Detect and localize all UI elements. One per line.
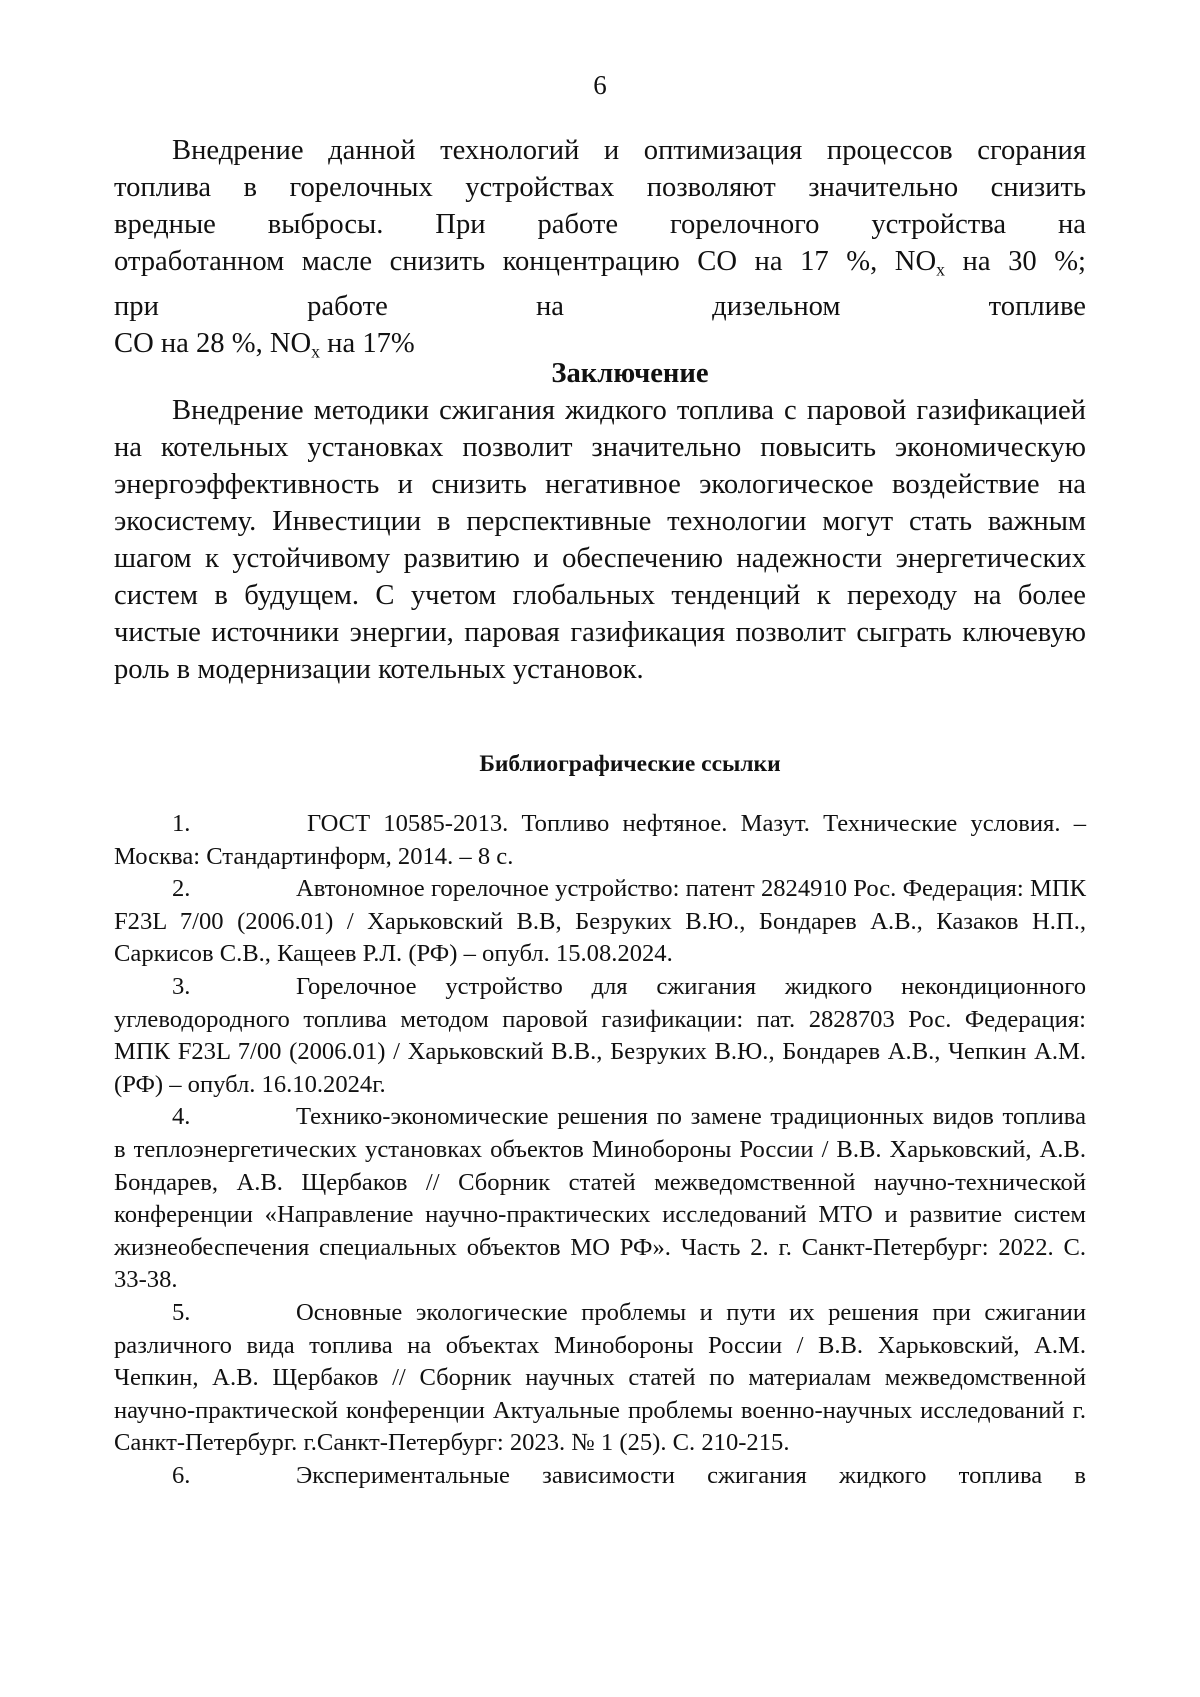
intro-line-6-text-a: CO на 28 %, NO bbox=[114, 328, 312, 360]
intro-line-4-text-a: отработанном масле снизить концентрацию CO на 17 %, NO bbox=[114, 246, 937, 277]
references-heading: Библиографические ссылки bbox=[479, 751, 781, 777]
intro-paragraph bbox=[114, 132, 1086, 371]
reference-item-1: 1. ГОСТ 10585-2013. Топливо нефтяное. Мазут. Технические условия. – Москва: Стандартинформ, 2014. – 8 с. bbox=[114, 810, 1086, 870]
reference-item-5: 5. Основные экологические проблемы и пути их решения при сжигании различного вида топлива на объектах Минобороны России / В.В. Харьковский, А.М. Чепкин, А.В. Щербаков // Сборник научных статей по материалам межведомственной научно-практической конференции Актуальные проблемы военно-научных исследований г. Санкт-Петербург. г.Санкт-Петербург: 2023. № 1 (25). С. 210-215. bbox=[114, 1298, 1086, 1457]
reference-text: Горелочное устройство для сжигания жидкого некондиционного углеводородного топлива методом паровой газификации: пат. 2828703 Рос. Федерация: МПК F23L 7/00 (2006.01) / Харьковский В.В., Безруких В.Ю., Бондарев А.В., Чепкин А.М. (РФ) – опубл. 16.10.2024г. bbox=[114, 972, 1086, 1098]
reference-item-2: 2. Автономное горелочное устройство: патент 2824910 Рос. Федерация: МПК F23L 7/00 (2006.01) / Харьковский В.В, Безруких В.Ю., Бондарев А.В., Казаков Н.П., Саркисов С.В., Кащеев Р.Л. (РФ) – опубл. 15.08.2024. bbox=[114, 875, 1086, 968]
intro-line-4-text-b: на 30 %; bbox=[944, 246, 1086, 277]
conclusion-heading: Заключение bbox=[551, 358, 709, 389]
reference-text: Автономное горелочное устройство: патент 2824910 Рос. Федерация: МПК F23L 7/00 (2006.01) / Харьковский В.В, Безруких В.Ю., Бондарев А.В., Казаков Н.П., Саркисов С.В., Кащеев Р.Л. (РФ) – опубл. 15.08.2024. bbox=[114, 875, 1086, 968]
reference-text: Экспериментальные зависимости сжигания жидкого топлива в bbox=[296, 1461, 1086, 1489]
intro-line-4 bbox=[114, 243, 1086, 288]
reference-text: Основные экологические проблемы и пути их решения при сжигании различного вида топлива на объектах Минобороны России / В.В. Харьковский, А.М. Чепкин, А.В. Щербаков // Сборник научных статей по материалам межведомственной научно-практической конференции Актуальные проблемы военно-научных исследований г. Санкт-Петербург. г.Санкт-Петербург: 2023. № 1 (25). С. 210-215. bbox=[114, 1298, 1086, 1457]
reference-item-3: 3. Горелочное устройство для сжигания жидкого некондиционного углеводородного топлива методом паровой газификации: пат. 2828703 Рос. Федерация: МПК F23L 7/00 (2006.01) / Харьковский В.В., Безруких В.Ю., Бондарев А.В., Чепкин А.М. (РФ) – опубл. 16.10.2024г. bbox=[114, 972, 1086, 1098]
intro-line-6-text-b: на 17% bbox=[320, 328, 415, 360]
intro-line-3: вредные выбросы. При работе горелочного устройства на bbox=[114, 209, 1086, 240]
reference-text: ГОСТ 10585-2013. Топливо нефтяное. Мазут. Технические условия. – Москва: Стандартинформ, 2014. – 8 с. bbox=[114, 810, 1086, 870]
intro-line-2: топлива в горелочных устройствах позволяют значительно снизить bbox=[114, 172, 1086, 203]
intro-line-4-subscript: x bbox=[936, 259, 945, 280]
page-number: 6 bbox=[593, 70, 607, 100]
references-list bbox=[114, 808, 1086, 1492]
intro-line-5: при работе на дизельном топливе bbox=[114, 291, 1086, 323]
conclusion-paragraph: Внедрение методики сжигания жидкого топлива с паровой газификацией на котельных установках позволит значительно повысить экономическую энергоэффективность и снизить негативное экологическое воздействие на экосистему. Инвестиции в перспективные технологии могут стать важным шагом к устойчивому развитию и обеспечению надежности энергетических систем в будущем. С учетом глобальных тенденций к переходу на более чистые источники энергии, паровая газификация позволит сыграть ключевую роль в модернизации котельных установок. bbox=[114, 395, 1086, 685]
reference-item-6: 6. Экспериментальные зависимости сжигания жидкого топлива в bbox=[172, 1461, 1086, 1489]
reference-item-4: 4. Технико-экономические решения по замене традиционных видов топлива в теплоэнергетических установках объектов Минобороны России / В.В. Харьковский, А.В. Бондарев, А.В. Щербаков // Сборник статей межведомственной научно-технической конференции «Направление научно-практических исследований МТО и развитие систем жизнеобеспечения специальных объектов МО РФ». Часть 2. г. Санкт-Петербург: 2022. С. 33-38. bbox=[114, 1103, 1086, 1294]
intro-line-6-subscript: x bbox=[311, 341, 321, 362]
reference-text: Технико-экономические решения по замене традиционных видов топлива в теплоэнергетических установках объектов Минобороны России / В.В. Харьковский, А.В. Бондарев, А.В. Щербаков // Сборник статей межведомственной научно-технической конференции «Направление научно-практических исследований МТО и развитие систем жизнеобеспечения специальных объектов МО РФ». Часть 2. г. Санкт-Петербург: 2022. С. 33-38. bbox=[114, 1103, 1086, 1294]
intro-line-1: Внедрение данной технологий и оптимизация процессов сгорания bbox=[172, 135, 1086, 166]
